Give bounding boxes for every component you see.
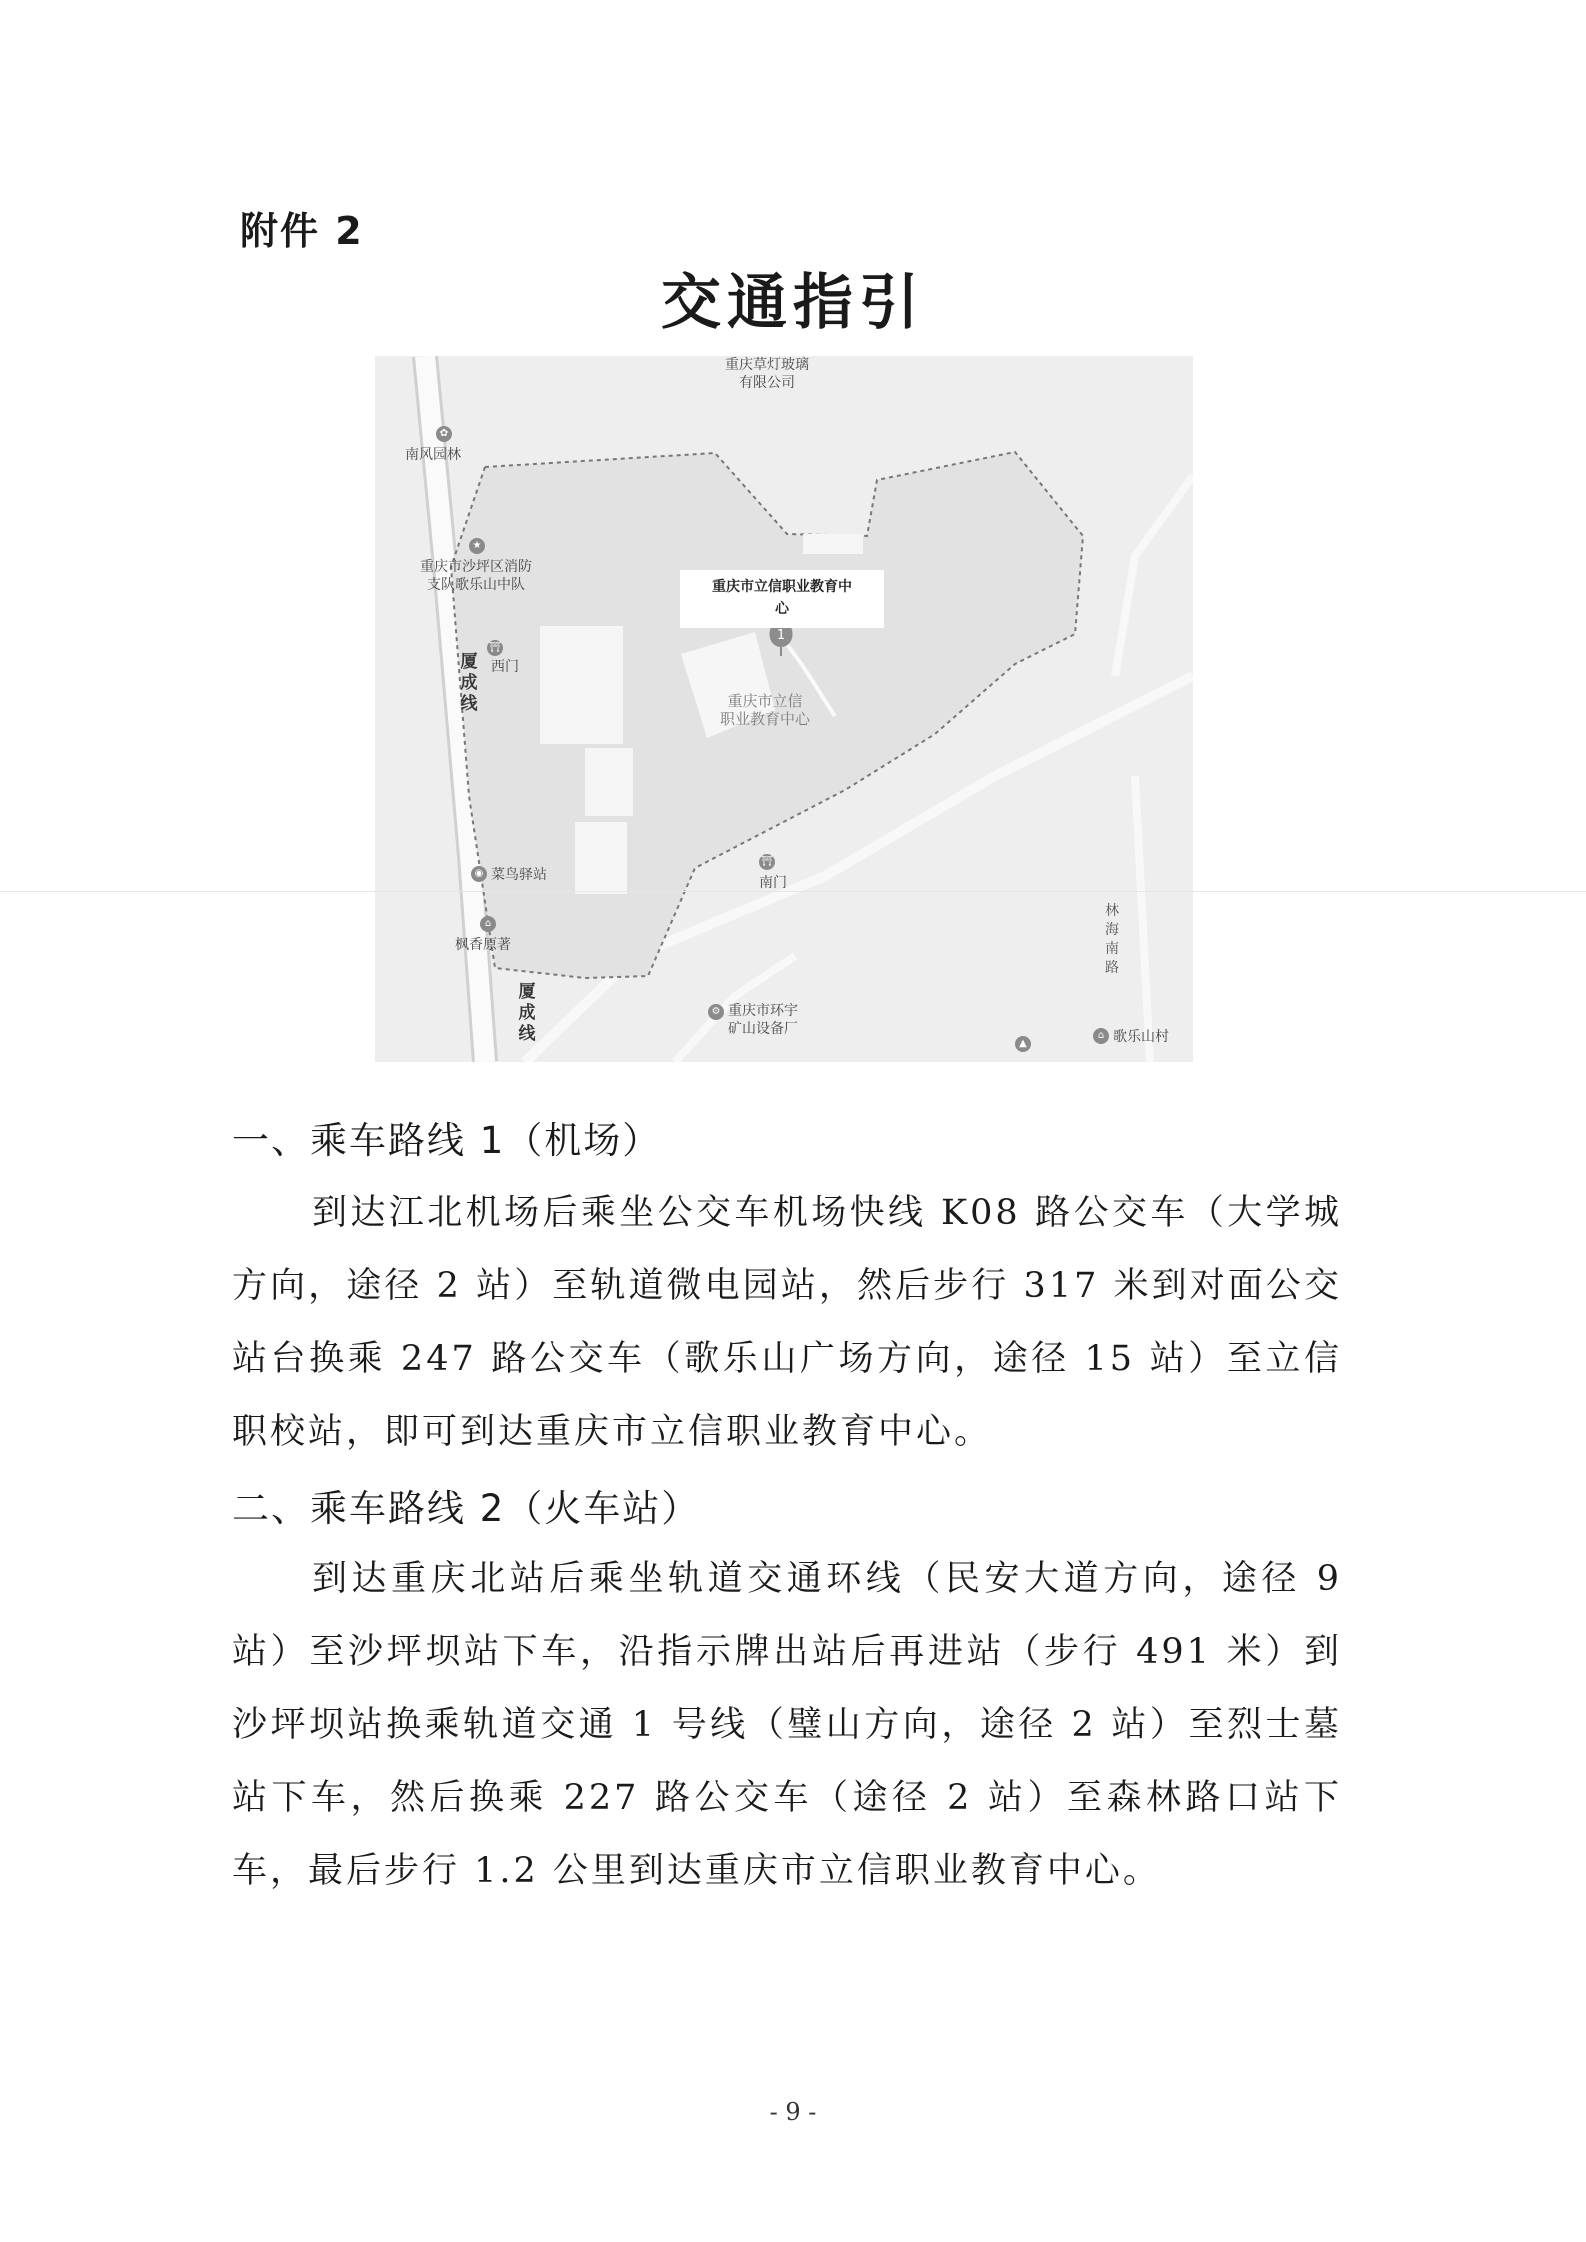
gate-icon: ⛩: [487, 640, 503, 656]
building-block: [540, 626, 623, 744]
campus-map: [375, 356, 1193, 1062]
factory-icon: ⚙: [708, 1004, 724, 1020]
map-label-campus-line1: 重庆市立信: [727, 692, 803, 710]
residence-icon: ⌂: [480, 916, 496, 932]
building-block: [803, 534, 863, 554]
page-number: - 9 -: [769, 2098, 817, 2126]
map-label-nanfeng: 南风园林: [405, 447, 461, 463]
marker-number: 1: [776, 628, 786, 643]
map-label-huanyu-line1: 重庆市环宇: [728, 1003, 798, 1019]
map-label-south-gate: 南门: [759, 875, 787, 891]
center-label-line1: 重庆市立信职业教育中: [712, 579, 852, 595]
building-block: [585, 748, 633, 816]
road-label-linhai: 林海南路: [1105, 903, 1119, 976]
center-label-box: [680, 570, 884, 628]
park-icon: ✿: [436, 426, 452, 442]
courier-icon: ◉: [471, 866, 487, 882]
route-1-body: 到达江北机场后乘坐公交车机场快线 K08 路公交车（大学城方向，途径 2 站）至轨道微电园站，然后步行 317 米到对面公交站台换乘 247 路公交车（歌乐山广场方向，途径 15 站）至立信职校站，即可到达重庆市立信职业教育中心。: [232, 1193, 1342, 1452]
map-label-huanyu-line2: 矿山设备厂: [728, 1021, 798, 1037]
map-label-cainiao: 菜鸟驿站: [491, 867, 547, 883]
attachment-label: 附件 2: [240, 209, 364, 253]
map-label-fire-line2: 支队歌乐山中队: [427, 577, 525, 593]
map-label-company: [725, 356, 809, 392]
village-icon: ⌂: [1093, 1028, 1109, 1044]
map-label-campus-line2: 职业教育中心: [720, 710, 811, 728]
map-label-huanyu: [728, 1002, 798, 1038]
route-2-body: 到达重庆北站后乘坐轨道交通环线（民安大道方向，途径 9 站）至沙坪坝站下车，沿指示牌出站后再进站（步行 491 米）到沙坪坝站换乘轨道交通 1 号线（璧山方向，途径 2 站）至烈士墓站下车，然后换乘 227 路公交车（途径 2 站）至森林路口站下车，最后步行 1.2 公里到达重庆市立信职业教育中心。: [232, 1559, 1342, 1891]
map-label-fire-station: [420, 558, 532, 594]
gate-icon: ⛩: [759, 854, 775, 870]
map-label-fire-line1: 重庆市沙坪区消防: [420, 559, 532, 575]
route-1-heading: 一、乘车路线 1（机场）: [232, 1119, 662, 1162]
scan-line: [0, 891, 1586, 892]
map-label-fengxiang: 枫香原著: [455, 937, 511, 953]
map-label-campus: [720, 692, 810, 728]
map-label-west-gate: 西门: [491, 659, 519, 675]
map-label-company-line2: 有限公司: [739, 375, 795, 391]
route-2-heading: 二、乘车路线 2（火车站）: [232, 1487, 701, 1530]
fire-station-icon: ★: [469, 538, 485, 554]
map-label-company-line1: 重庆草灯玻璃: [725, 357, 809, 373]
building-block: [575, 822, 627, 894]
page-title: 交通指引: [661, 268, 925, 338]
center-label-line2: 心: [775, 601, 789, 617]
landmark-icon: ▲: [1015, 1036, 1031, 1052]
road-label-xiacheng-bottom: 厦成线: [518, 982, 536, 1044]
map-label-gelecun: 歌乐山村: [1113, 1029, 1169, 1045]
road-label-xiacheng-top: 厦成线: [460, 652, 478, 714]
